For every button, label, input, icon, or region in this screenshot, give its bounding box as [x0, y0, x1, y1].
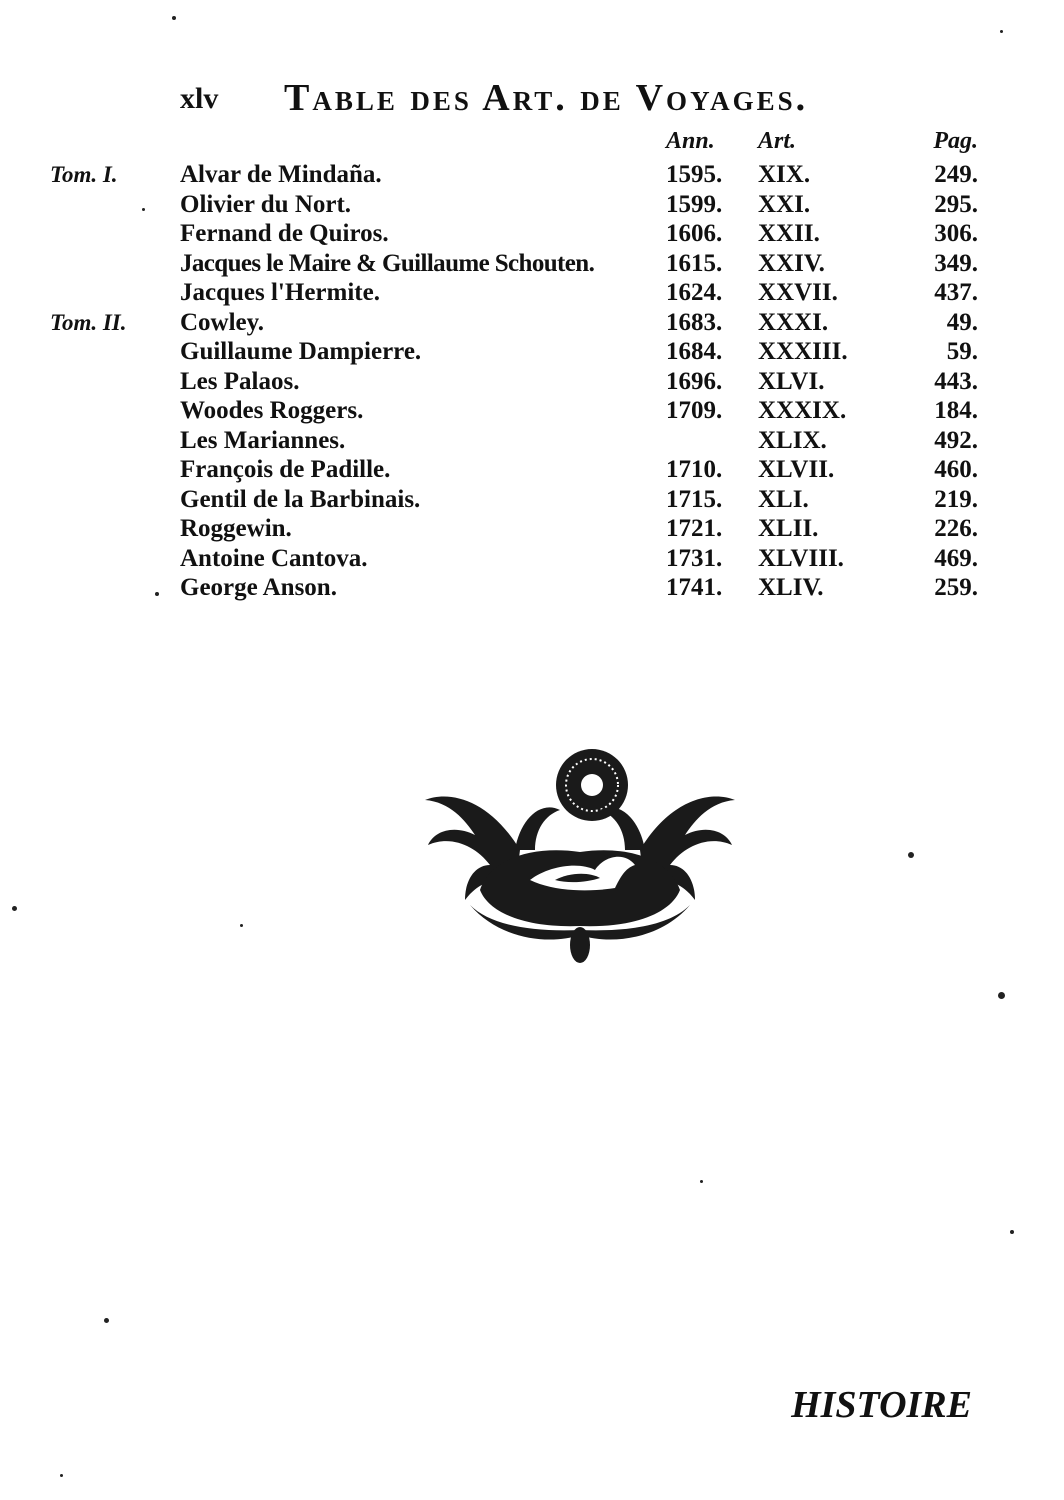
voyage-year: 1599. [666, 190, 723, 218]
table-row [0, 190, 1064, 220]
table-row [0, 396, 1064, 426]
column-header-article: Art. [758, 128, 797, 154]
article-number: XLIX. [758, 426, 827, 454]
page-ref: 184. [934, 397, 978, 424]
voyager-name: Alvar de Mindaña. [180, 161, 382, 188]
voyage-year: 1684. [666, 338, 723, 365]
scan-speck [104, 1318, 109, 1323]
scan-speck [155, 592, 159, 596]
page-ref: 460. [934, 456, 978, 483]
table-row [0, 249, 1064, 279]
page-ref: 349. [934, 249, 978, 277]
catchword: HISTOIRE [791, 1384, 972, 1426]
page-ref: 443. [934, 367, 978, 395]
article-number: XLVI. [758, 367, 825, 395]
page-ref: 49. [946, 308, 978, 336]
article-number: XLVII. [758, 456, 835, 483]
page-ref: 249. [934, 161, 978, 188]
voyager-name: Roggewin. [180, 515, 292, 542]
scan-speck [240, 924, 243, 927]
scan-speck [172, 16, 176, 20]
voyage-year: 1615. [666, 249, 723, 277]
table-row [0, 160, 1064, 190]
page-ref: 469. [934, 544, 978, 572]
scan-speck [1000, 30, 1003, 33]
table-row [0, 278, 1064, 308]
voyager-name: Olivier du Nort. [180, 190, 352, 218]
page-ref: 306. [934, 220, 978, 247]
voyager-name: Jacques l'Hermite. [180, 279, 380, 306]
article-number: XLIV. [758, 574, 824, 601]
page-ref: 492. [934, 426, 978, 454]
voyager-name: Antoine Cantova. [180, 544, 368, 572]
article-number: XXVII. [758, 279, 838, 306]
voyage-table [0, 160, 1064, 603]
table-row [0, 514, 1064, 544]
tome-label: Tom. I. [50, 162, 118, 187]
article-number: XLII. [758, 515, 819, 542]
voyage-year: 1606. [666, 220, 723, 247]
voyager-name: Cowley. [180, 308, 265, 336]
article-number: XLVIII. [758, 544, 844, 572]
tome-label: Tom. II. [50, 309, 127, 335]
scan-speck [12, 906, 17, 911]
voyage-year: 1624. [666, 279, 723, 306]
voyager-name: Woodes Roggers. [180, 397, 364, 424]
article-number: XXXIII. [758, 338, 848, 365]
voyager-name: Guillaume Dampierre. [180, 338, 422, 365]
scan-speck [1010, 1230, 1014, 1234]
column-header-page: Pag. [933, 128, 978, 154]
page-header [180, 76, 940, 126]
scan-speck [142, 208, 145, 211]
running-title: Table des Art. de Voyages. [284, 77, 809, 119]
voyager-name: George Anson. [180, 574, 337, 601]
page-ref: 295. [934, 190, 978, 218]
voyage-year: 1731. [666, 544, 723, 572]
voyager-name: Gentil de la Barbinais. [180, 485, 421, 513]
scan-speck [60, 1474, 63, 1477]
voyager-name: Les Palaos. [180, 367, 300, 395]
table-row [0, 573, 1064, 603]
floral-sun-ornament-icon [420, 740, 740, 965]
table-row [0, 219, 1064, 249]
voyage-year: 1709. [666, 397, 723, 424]
page-ref: 59. [946, 338, 978, 365]
scan-speck [998, 992, 1005, 999]
table-row [0, 485, 1064, 515]
table-row [0, 308, 1064, 338]
table-row [0, 455, 1064, 485]
page-ref: 437. [934, 279, 978, 306]
article-number: XXIV. [758, 249, 825, 277]
article-number: XXXI. [758, 308, 829, 336]
article-number: XXI. [758, 190, 811, 218]
article-number: XXXIX. [758, 397, 847, 424]
voyager-name: Les Mariannes. [180, 426, 346, 454]
page-ref: 259. [934, 574, 978, 601]
voyage-year: 1715. [666, 485, 723, 513]
voyage-year: 1721. [666, 515, 723, 542]
article-number: XIX. [758, 161, 811, 188]
table-row [0, 426, 1064, 456]
table-row [0, 337, 1064, 367]
voyager-name: François de Padille. [180, 456, 391, 483]
column-header-year: Ann. [666, 128, 715, 154]
voyage-year: 1595. [666, 161, 723, 188]
voyage-year: 1683. [666, 308, 723, 336]
voyage-year: 1696. [666, 367, 723, 395]
scan-speck [908, 852, 914, 858]
article-number: XLI. [758, 485, 809, 513]
voyage-year: 1710. [666, 456, 723, 483]
page-ref: 226. [934, 515, 978, 542]
voyager-name: Fernand de Quiros. [180, 220, 389, 247]
scan-speck [700, 1180, 703, 1183]
page-number: xlv [180, 82, 219, 115]
article-number: XXII. [758, 220, 820, 247]
table-row [0, 544, 1064, 574]
table-row [0, 367, 1064, 397]
voyage-year: 1741. [666, 574, 723, 601]
page-ref: 219. [934, 485, 978, 513]
voyager-name: Jacques le Maire & Guillaume Schouten. [180, 249, 595, 277]
